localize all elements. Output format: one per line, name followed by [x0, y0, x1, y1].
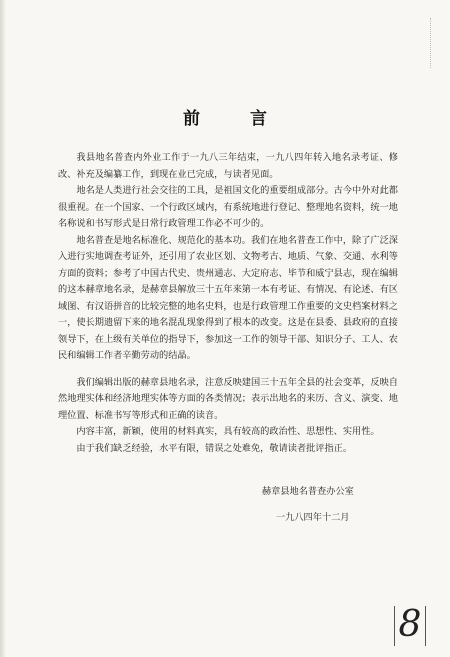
page-number-box: [394, 606, 426, 646]
page-title: 前 言: [183, 109, 289, 129]
scan-margin-mark: [430, 18, 443, 68]
page-number-text: 8: [398, 604, 422, 645]
paragraph-2: 地名是人类进行社会交往的工具，是祖国文化的重要组成部分。古今中外对此都很重视。在一个国家、一个行政区域内，有系统地进行登记、整理地名资料，统一地名称说和书写形式是日常行政管理工作必不可少的。: [58, 185, 398, 229]
preface-body: [58, 150, 398, 457]
paragraph-1: 我县地名普查内外业工作于一九八三年结束，一九八四年转入地名录考证、修改、补充及编纂工作，到现在业已完成，与读者见面。: [58, 152, 398, 180]
paragraph-5: 内容丰富，新颖，使用的材料真实，具有较高的政治性、思想性、实用性。: [76, 426, 380, 437]
signoff-date: 一九八四年十二月: [276, 512, 350, 523]
paragraph-gap: [58, 365, 398, 375]
binding-edge: [0, 0, 6, 657]
handwritten-page-number: [390, 604, 430, 646]
signoff-block: [262, 484, 412, 526]
signoff-organization: 赫章县地名普查办公室: [262, 486, 354, 497]
paragraph-6: 由于我们缺乏经验，水平有限，错误之处难免，敬请读者批评指正。: [76, 442, 353, 454]
paragraph-3: 地名普查是地名标准化、规范化的基本功。我们在地名普查工作中，除了广泛深入进行实地调查考证外，还引用了农业区划、文物考古、地质、气象、交通、水利等方面的资料；参考了中国古代史、贵州通志、大定府志、毕节和威宁县志，现在编辑的这本赫章地名录，是赫章县解放三十五年来第一本有考证、有情况、有论述、有区域图、有汉语拼音的比较完整的地名史料，也是行政管理工作重要的文史档案材料之一，使长期遗留下来的地名混乱现象得到了根本的改变。这是在县委、县政府的直接领导下，在上级有关单位的指导下，参加这一工作的领导干部、知识分子、工人、农民和编辑工作者辛勤劳动的结晶。: [58, 234, 398, 361]
paragraph-4: 我们编辑出版的赫章县地名录，注意反映建国三十五年全县的社会变革，反映自然地理实体和经济地理实体等方面的各类情况；表示出地名的来历、含义、演变、地理位置、标准书写等形式和正确的读音。: [58, 376, 398, 421]
